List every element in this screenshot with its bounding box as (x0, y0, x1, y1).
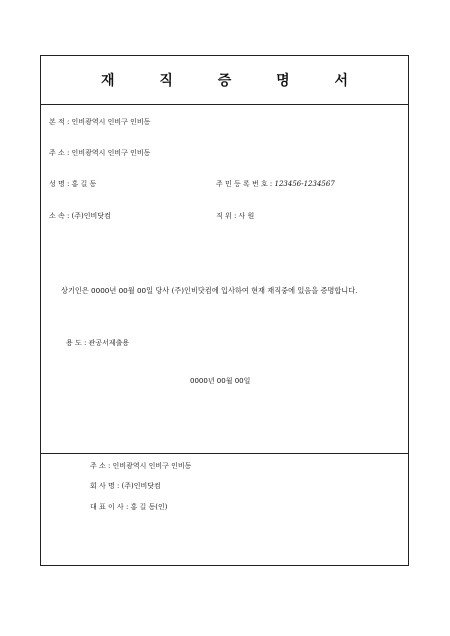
certificate-frame (40, 55, 409, 566)
employment-statement: 상기인은 0000년 00월 00일 당사 (주)인비닷컴에 입사하여 현재 재직중에 있음을 증명합니다. (61, 286, 358, 295)
job-position: 직 위 : 사 원 (216, 212, 255, 220)
resident-number-value: 123456-1234567 (274, 180, 335, 188)
company-name: 회 사 명 : (주)인비닷컴 (90, 482, 161, 490)
resident-number (216, 180, 335, 189)
current-address: 주 소 : 인비광역시 인비구 인비동 (49, 149, 151, 157)
resident-number-label: 주 민 등 록 번 호 : (216, 180, 273, 188)
purpose: 용 도 : 관공서제출용 (66, 339, 130, 347)
company-address: 주 소 : 인비광역시 인비구 인비동 (90, 462, 192, 470)
employee-name: 성 명 : 홍 길 동 (49, 180, 97, 188)
company-ceo: 대 표 이 사 : 홍 길 동(인) (90, 503, 168, 511)
registered-address: 본 적 : 인비광역시 인비구 인비동 (49, 118, 151, 126)
signature-divider (41, 453, 408, 454)
document-title: 재 직 증 명 서 (100, 73, 369, 89)
affiliation: 소 속 : (주)인비닷컴 (49, 212, 111, 220)
issue-date: 0000년 00월 00일 (190, 377, 251, 385)
title-row (41, 56, 408, 105)
